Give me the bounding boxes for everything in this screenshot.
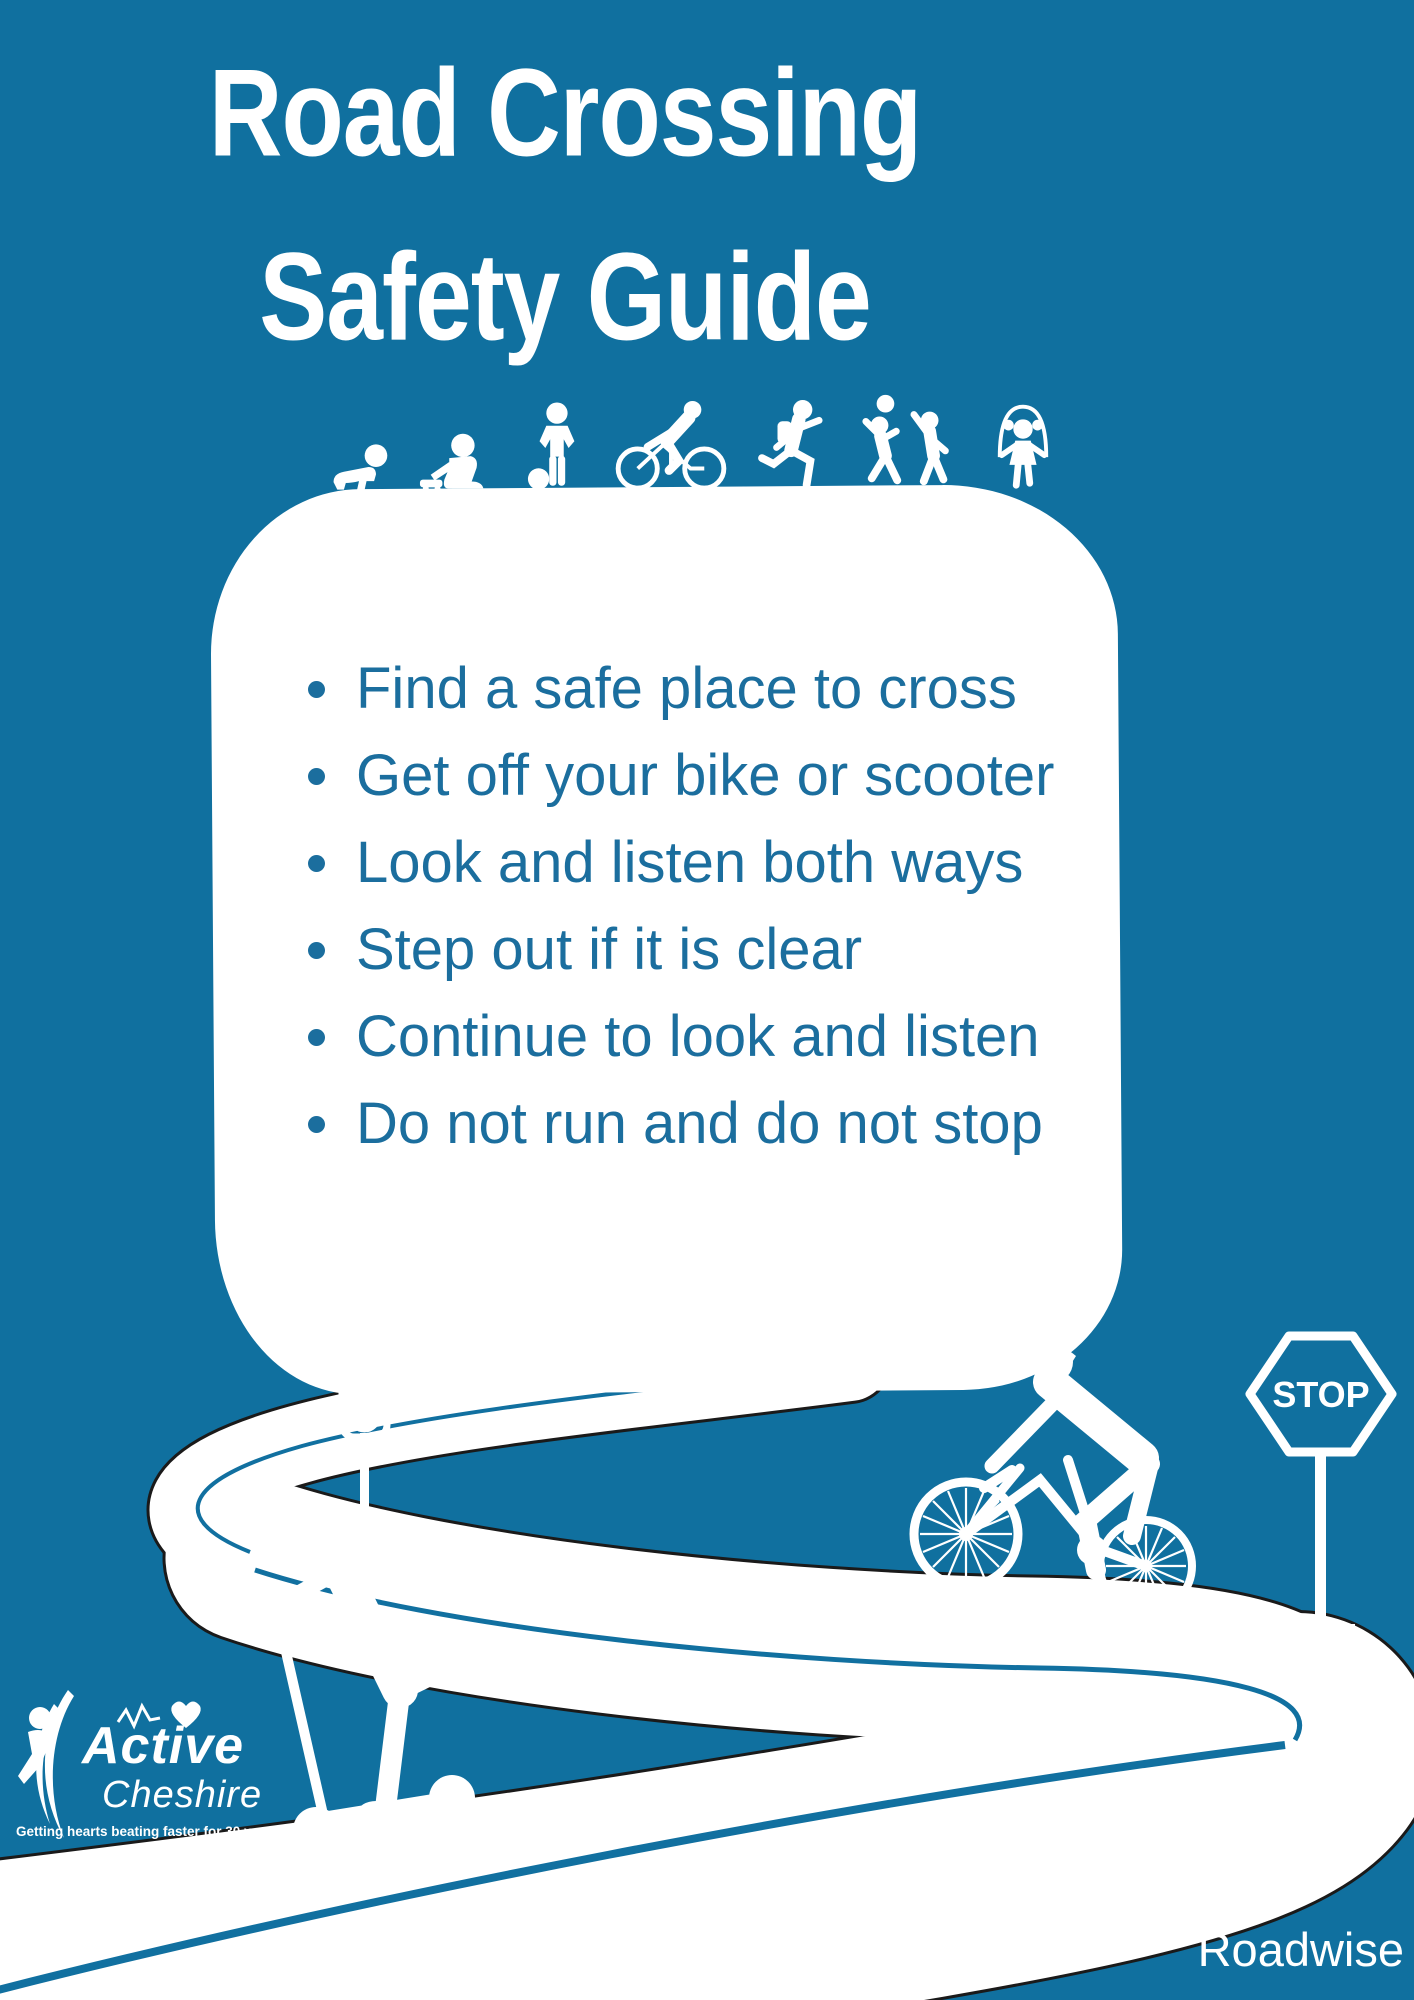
list-item: Do not run and do not stop [300,1080,1130,1167]
stop-sign-label: STOP [1272,1374,1370,1415]
logo-name-line1: Active [82,1717,245,1775]
logo-tagline: Getting hearts beating faster for 30 years [16,1824,280,1839]
safety-checklist [300,645,1130,1167]
stop-sign [1250,1336,1392,1637]
footer-brand: Roadwise [1197,1923,1404,1976]
list-item: Find a safe place to cross [300,645,1130,732]
active-cheshire-logo [10,1688,280,1848]
logo-name-line2: Cheshire [102,1774,263,1816]
list-item: Continue to look and listen [300,993,1130,1080]
list-item: Look and listen both ways [300,819,1130,906]
list-item: Get off your bike or scooter [300,732,1130,819]
list-item: Step out if it is clear [300,906,1130,993]
title-line-1: Road Crossing [208,43,922,183]
winding-road [0,1362,1304,2000]
title-line-2: Safety Guide [259,227,871,367]
